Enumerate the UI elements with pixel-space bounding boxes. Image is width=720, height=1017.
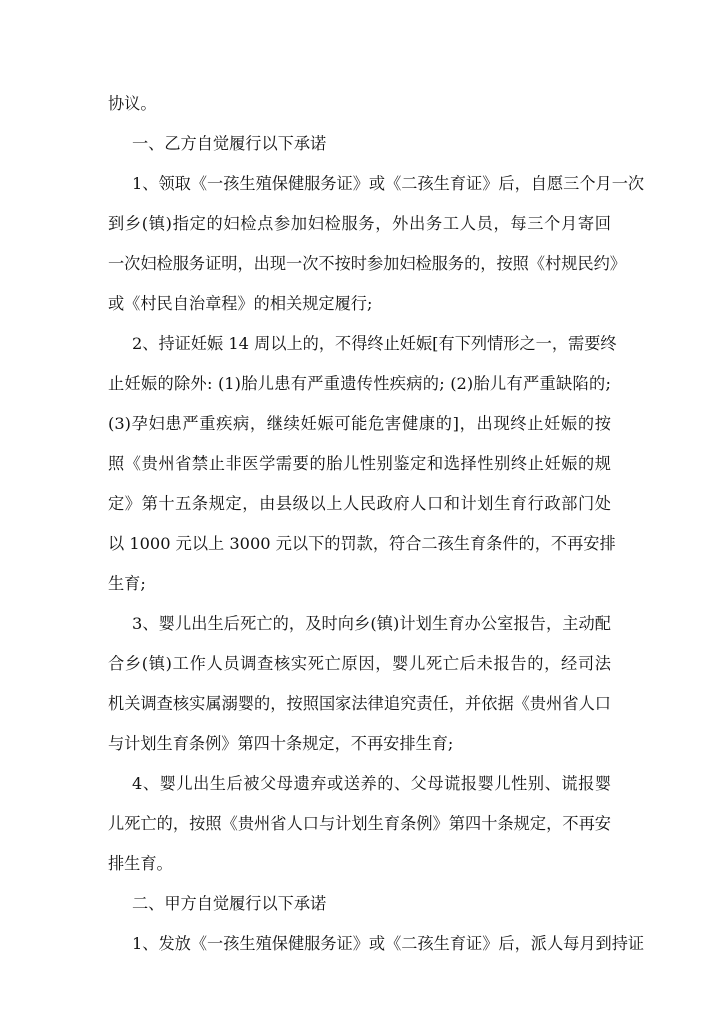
text-line: 定》第十五条规定，由县级以上人民政府人口和计划生育行政部门处 [108,494,611,513]
section-heading: 一、乙方自觉履行以下承诺 [132,134,327,153]
text-line: 机关调查核实属溺婴的，按照国家法律追究责任，并依据《贵州省人口 [108,694,611,713]
text-line: 协议。 [108,94,157,113]
text-line: (3)孕妇患严重疾病，继续妊娠可能危害健康的]，出现终止妊娠的按 [108,414,611,433]
text-line: 与计划生育条例》第四十条规定，不再安排生育; [108,734,454,753]
text-line: 儿死亡的，按照《贵州省人口与计划生育条例》第四十条规定，不再安 [108,814,611,833]
text-line: 3、婴儿出生后死亡的，及时向乡(镇)计划生育办公室报告，主动配 [132,614,611,633]
text-line: 生育; [108,574,146,593]
text-line: 照《贵州省禁止非医学需要的胎儿性别鉴定和选择性别终止妊娠的规 [108,454,611,473]
text-line: 合乡(镇)工作人员调查核实死亡原因，婴儿死亡后未报告的，经司法 [108,654,611,673]
text-line: 排生育。 [108,854,173,873]
text-line: 止妊娠的除外: (1)胎儿患有严重遗传性疾病的; (2)胎儿有严重缺陷的; [108,374,611,393]
text-line: 以 1000 元以上 3000 元以下的罚款，符合二孩生育条件的，不再安排 [108,534,616,553]
text-line: 4、婴儿出生后被父母遗弃或送养的、父母谎报婴儿性别、谎报婴 [132,774,611,793]
section-heading: 二、甲方自觉履行以下承诺 [132,894,327,913]
text-line: 或《村民自治章程》的相关规定履行; [108,294,373,313]
text-line: 1、发放《一孩生殖保健服务证》或《二孩生育证》后，派人每月到持证 [132,934,645,953]
text-line: 一次妇检服务证明，出现一次不按时参加妇检服务的，按照《村规民约》 [108,254,626,273]
text-line: 到乡(镇)指定的妇检点参加妇检服务，外出务工人员，每三个月寄回 [108,214,611,233]
text-line: 1、领取《一孩生殖保健服务证》或《二孩生育证》后，自愿三个月一次 [132,174,645,193]
text-line: 2、持证妊娠 14 周以上的，不得终止妊娠[有下列情形之一，需要终 [132,334,617,353]
